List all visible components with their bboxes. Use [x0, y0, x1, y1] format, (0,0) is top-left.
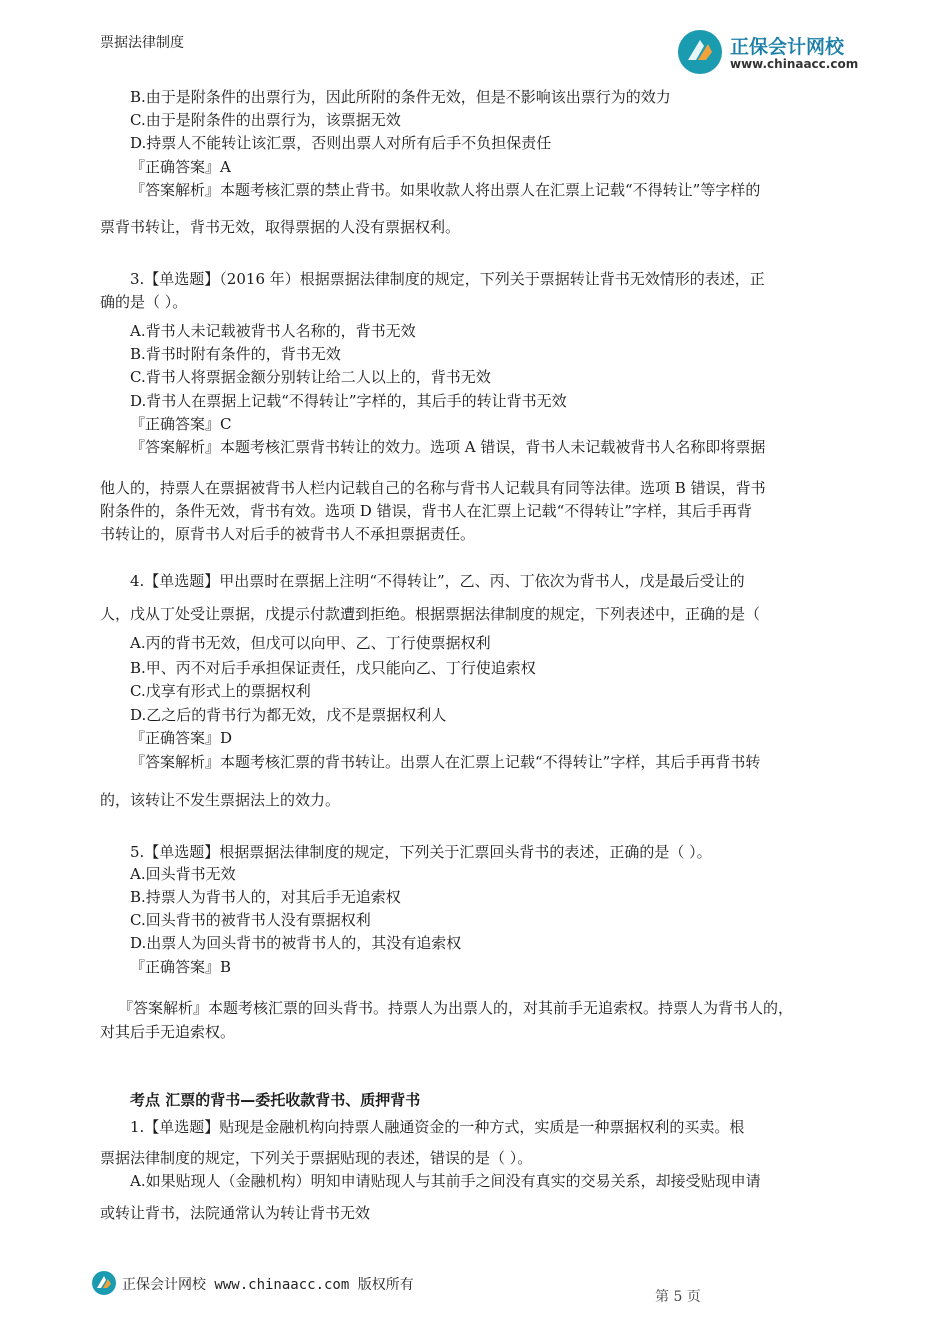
logo-name: 正保会计网校 [730, 36, 845, 58]
page-number: 第 5 页 [655, 1289, 701, 1305]
q6-stem-line-2: 票据法律制度的规定，下列关于票据贴现的表述，错误的是（ ）。 [100, 1149, 533, 1167]
q4-stem-line-2: 人，戊从丁处受让票据，戊提示付款遭到拒绝。根据票据法律制度的规定，下列表述中，正确的是（ [100, 605, 761, 623]
q3-option-c: C.背书人将票据金额分别转让给二人以上的，背书无效 [130, 368, 491, 386]
q6-stem-line-1: 1.【单选题】贴现是金融机构向持票人融通资金的一种方式，实质是一种票据权利的买卖。根 [130, 1118, 745, 1136]
q5-analysis-line-1: 『答案解析』本题考核汇票的回头背书。持票人为出票人的，对其前手无追索权。持票人为背书人的， [118, 999, 794, 1017]
logo-url: www.chinaacc.com [730, 57, 859, 71]
q3-analysis-line-3: 附条件的，条件无效，背书有效。选项 D 错误，背书人在汇票上记载“不得转让”字样，其后手再背 [100, 502, 752, 520]
q3-option-d: D.背书人在票据上记载“不得转让”字样的，其后手的转让背书无效 [130, 392, 567, 410]
q3-analysis-line-4: 书转让的，原背书人对后手的被背书人不承担票据责任。 [100, 525, 476, 543]
q2-analysis-line-1: 『答案解析』本题考核汇票的禁止背书。如果收款人将出票人在汇票上记载“不得转让”等字样的 [130, 181, 761, 199]
q2-answer: 『正确答案』A [130, 158, 231, 176]
q3-option-b: B.背书时附有条件的，背书无效 [130, 345, 341, 363]
q4-analysis-line-1: 『答案解析』本题考核汇票的背书转让。出票人在汇票上记载“不得转让”字样，其后手再背书转 [130, 753, 761, 771]
q6-option-a-line-1: A.如果贴现人（金融机构）明知申请贴现人与其前手之间没有真实的交易关系，却接受贴现申请 [130, 1172, 761, 1190]
q3-option-a: A.背书人未记载被背书人名称的，背书无效 [130, 322, 416, 340]
q5-option-c: C.回头背书的被背书人没有票据权利 [130, 911, 371, 929]
q5-option-b: B.持票人为背书人的，对其后手无追索权 [130, 888, 401, 906]
header-top-text: 票据法律制度 [100, 35, 184, 51]
q4-option-c: C.戊享有形式上的票据权利 [130, 682, 311, 700]
q2-option-d: D.持票人不能转让该汇票，否则出票人对所有后手不负担保责任 [130, 134, 552, 152]
q4-analysis-line-2: 的，该转让不发生票据法上的效力。 [100, 791, 341, 809]
q5-stem: 5.【单选题】根据票据法律制度的规定，下列关于汇票回头背书的表述，正确的是（ ）。 [130, 843, 712, 861]
footer-copyright: 正保会计网校 www.chinaacc.com 版权所有 [122, 1277, 414, 1293]
q5-answer: 『正确答案』B [130, 958, 232, 976]
q3-analysis-line-1: 『答案解析』本题考核汇票背书转让的效力。选项 A 错误，背书人未记载被背书人名称即将票据 [130, 438, 766, 456]
q4-answer: 『正确答案』D [130, 729, 233, 747]
footer-logo-icon [92, 1271, 116, 1295]
q4-option-b: B.甲、丙不对后手承担保证责任，戊只能向乙、丁行使追索权 [130, 659, 536, 677]
q3-answer: 『正确答案』C [130, 415, 232, 433]
section-title: 考点 汇票的背书—委托收款背书、质押背书 [130, 1091, 421, 1109]
q2-option-c: C.由于是附条件的出票行为，该票据无效 [130, 111, 401, 129]
q2-option-b: B.由于是附条件的出票行为，因此所附的条件无效，但是不影响该出票行为的效力 [130, 88, 671, 106]
q2-analysis-line-2: 票背书转让，背书无效，取得票据的人没有票据权利。 [100, 218, 461, 236]
q6-option-a-line-2: 或转让背书，法院通常认为转让背书无效 [100, 1204, 371, 1222]
q3-stem-line-1: 3.【单选题】（2016 年）根据票据法律制度的规定，下列关于票据转让背书无效情形的表述，正 [130, 270, 765, 288]
q5-option-d: D.出票人为回头背书的被背书人的，其没有追索权 [130, 934, 462, 952]
q4-stem-line-1: 4.【单选题】甲出票时在票据上注明“不得转让”，乙、丙、丁依次为背书人，戊是最后受让的 [130, 572, 745, 590]
q3-analysis-line-2: 他人的，持票人在票据被背书人栏内记载自己的名称与背书人记载具有同等法律。选项 B 错误，背书 [100, 479, 766, 497]
q3-stem-line-2: 确的是（ ）。 [100, 293, 188, 311]
q5-analysis-line-2: 对其后手无追索权。 [100, 1023, 236, 1041]
q5-option-a: A.回头背书无效 [130, 865, 236, 883]
q4-option-d: D.乙之后的背书行为都无效，戊不是票据权利人 [130, 706, 447, 724]
logo-icon [678, 30, 722, 74]
q4-option-a: A.丙的背书无效，但戊可以向甲、乙、丁行使票据权利 [130, 634, 491, 652]
